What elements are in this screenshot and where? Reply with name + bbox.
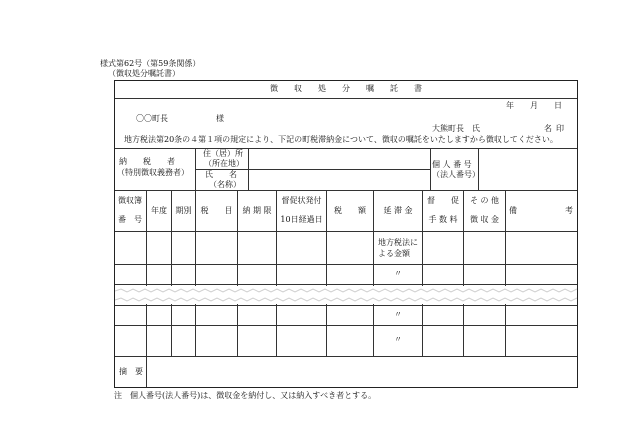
summary-top-line: [115, 356, 577, 357]
taxpayer-top-line: [115, 148, 577, 149]
period-header: 期別: [175, 206, 192, 215]
sender-name: 大熊町長 氏 名: [432, 124, 552, 133]
ditto-mark: 〃: [394, 310, 402, 319]
other-header-2: 徴 収 金: [469, 215, 500, 224]
omission-break: [115, 286, 577, 304]
name-sub-label: （名称）: [209, 180, 241, 189]
demand-fee-header-2: 手 数 料: [428, 215, 458, 224]
notice-header: 督促状発付: [281, 196, 322, 205]
col-line: [505, 190, 506, 356]
form-subtitle: （徴収処分嘱託書）: [108, 69, 180, 78]
title-divider: [115, 98, 577, 99]
document-title: 徴 収 処 分 嘱 託 書: [270, 84, 422, 93]
summary-col-line: [146, 356, 147, 387]
ditto-mark: 〃: [394, 335, 402, 344]
late-fee-header: 延 滞 金: [383, 206, 413, 215]
amount-header: 税 額: [334, 206, 366, 215]
other-header: そ の 他: [469, 196, 500, 205]
footnote: 注 個人番号(法人番号)は、徴収金を納付し、又は納入すべき者とする。: [114, 391, 377, 400]
header-bottom-line: [115, 231, 577, 232]
remarks-header: 備 考: [509, 206, 573, 215]
due-date-header: 納 期 限: [242, 206, 272, 215]
ledger-no-header: 徴収簿: [118, 196, 142, 205]
address-sub-label: （所在地）: [204, 159, 244, 168]
form-number: 様式第62号（第59条関係）: [100, 59, 201, 68]
row-line: [115, 284, 577, 285]
taxpayer-label: 納 税 者: [119, 157, 175, 166]
late-fee-note-2: よる金額: [378, 249, 410, 258]
taxpayer-sub-label: （特別徴収義務者）: [117, 168, 189, 177]
table-top-line: [115, 190, 577, 191]
row-line: [115, 305, 577, 306]
statement: 地方税法第20条の４第１項の規定により、下記の町税滞納金について、徴収の嘱託をいたしますから徴収してください。: [124, 135, 558, 144]
ditto-mark: 〃: [394, 269, 402, 278]
year-header: 年度: [151, 206, 167, 215]
taxpayer-divider: [478, 148, 479, 190]
row-line: [115, 264, 577, 265]
corporate-number-label: （法人番号）: [432, 170, 480, 179]
date-label: 年 月 日: [506, 101, 562, 110]
addressee: 〇〇町長 様: [136, 114, 224, 123]
address-label: 住（居）所: [203, 149, 243, 158]
late-fee-note: 地方税法に: [378, 238, 418, 247]
ledger-no-header-2: 番 号: [118, 215, 142, 224]
summary-label: 摘 要: [119, 367, 143, 376]
name-label: 氏 名: [205, 170, 237, 179]
seal-mark: 印: [556, 124, 564, 133]
personal-number-label: 個 人 番 号: [432, 160, 472, 169]
notice-header-2: 10日経過日: [280, 215, 323, 224]
row-line: [115, 325, 577, 326]
demand-fee-header: 督 促: [427, 196, 459, 205]
tax-item-header: 税 目: [200, 206, 233, 215]
taxpayer-divider: [430, 148, 431, 190]
